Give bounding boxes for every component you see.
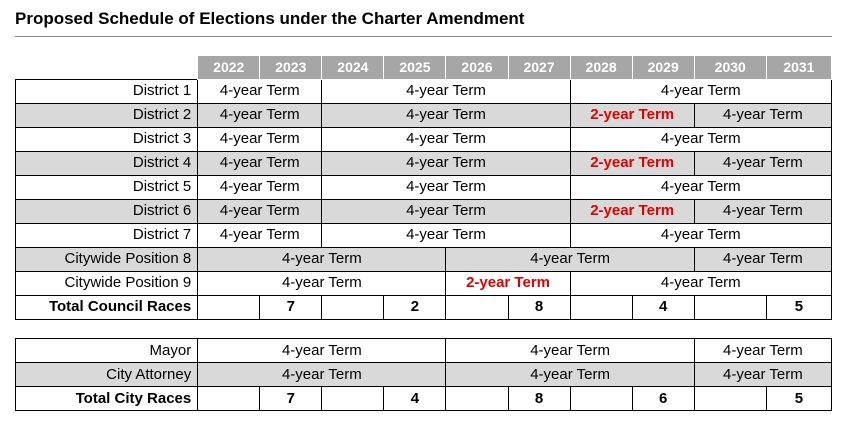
total-cell xyxy=(322,295,384,319)
total-cell xyxy=(198,387,260,411)
row-label: Citywide Position 9 xyxy=(16,271,198,295)
council-schedule-table xyxy=(15,55,832,320)
table-row-district-4 xyxy=(16,151,832,175)
row-label: District 5 xyxy=(16,175,198,199)
term-cell: 4-year Term xyxy=(570,223,831,247)
total-cell xyxy=(446,387,508,411)
row-label: Citywide Position 8 xyxy=(16,247,198,271)
year-header-2028: 2028 xyxy=(570,56,632,80)
table-row-citywide-9 xyxy=(16,271,832,295)
table-row-district-3 xyxy=(16,127,832,151)
term-cell: 4-year Term xyxy=(694,103,831,127)
total-cell xyxy=(198,295,260,319)
page-title: Proposed Schedule of Elections under the Charter Amendment xyxy=(15,9,525,28)
table-row-city-attorney xyxy=(16,363,832,387)
term-cell: 4-year Term xyxy=(694,151,831,175)
term-cell: 4-year Term xyxy=(198,79,322,103)
row-label: District 3 xyxy=(16,127,198,151)
table-row-district-7 xyxy=(16,223,832,247)
term-cell: 4-year Term xyxy=(198,339,446,363)
term-cell: 4-year Term xyxy=(198,199,322,223)
total-cell-2027: 8 xyxy=(508,295,570,319)
term-cell: 4-year Term xyxy=(446,363,694,387)
term-cell: 4-year Term xyxy=(322,151,570,175)
year-header-2029: 2029 xyxy=(632,56,694,80)
short-term-cell: 2-year Term xyxy=(570,199,694,223)
row-label: District 4 xyxy=(16,151,198,175)
total-cell xyxy=(694,295,766,319)
term-cell: 4-year Term xyxy=(570,175,831,199)
total-cell-2025: 2 xyxy=(384,295,446,319)
title-divider xyxy=(15,36,832,37)
term-cell: 4-year Term xyxy=(446,247,694,271)
term-cell: 4-year Term xyxy=(694,363,831,387)
term-cell: 4-year Term xyxy=(322,103,570,127)
year-header-2031: 2031 xyxy=(766,56,831,80)
city-schedule-table xyxy=(15,338,832,411)
total-council-races-row xyxy=(16,295,832,319)
term-cell: 4-year Term xyxy=(322,79,570,103)
short-term-cell: 2-year Term xyxy=(570,151,694,175)
short-term-cell: 2-year Term xyxy=(570,103,694,127)
total-label: Total City Races xyxy=(16,387,198,411)
table-row-mayor xyxy=(16,339,832,363)
total-cell-2027: 8 xyxy=(508,387,570,411)
table-row-district-2 xyxy=(16,103,832,127)
term-cell: 4-year Term xyxy=(198,103,322,127)
term-cell: 4-year Term xyxy=(322,199,570,223)
table-row-district-5 xyxy=(16,175,832,199)
table-row-citywide-8 xyxy=(16,247,832,271)
year-header-2024: 2024 xyxy=(322,56,384,80)
term-cell: 4-year Term xyxy=(322,175,570,199)
short-term-cell: 2-year Term xyxy=(446,271,570,295)
term-cell: 4-year Term xyxy=(694,339,831,363)
total-cell-2023: 7 xyxy=(260,295,322,319)
total-cell-2031: 5 xyxy=(766,295,831,319)
total-label: Total Council Races xyxy=(16,295,198,319)
year-header-2025: 2025 xyxy=(384,56,446,80)
row-label: District 7 xyxy=(16,223,198,247)
total-cell xyxy=(570,387,632,411)
total-cell xyxy=(322,387,384,411)
term-cell: 4-year Term xyxy=(198,151,322,175)
row-label: City Attorney xyxy=(16,363,198,387)
term-cell: 4-year Term xyxy=(570,79,831,103)
year-header-2022: 2022 xyxy=(198,56,260,80)
term-cell: 4-year Term xyxy=(198,175,322,199)
term-cell: 4-year Term xyxy=(322,223,570,247)
term-cell: 4-year Term xyxy=(198,223,322,247)
term-cell: 4-year Term xyxy=(322,127,570,151)
year-header-2026: 2026 xyxy=(446,56,508,80)
row-label: District 1 xyxy=(16,79,198,103)
term-cell: 4-year Term xyxy=(570,127,831,151)
term-cell: 4-year Term xyxy=(694,199,831,223)
year-header-2030: 2030 xyxy=(694,56,766,80)
term-cell: 4-year Term xyxy=(198,363,446,387)
term-cell: 4-year Term xyxy=(694,247,831,271)
total-city-races-row xyxy=(16,387,832,411)
row-label: District 2 xyxy=(16,103,198,127)
term-cell: 4-year Term xyxy=(198,127,322,151)
row-label: Mayor xyxy=(16,339,198,363)
table-row-district-1 xyxy=(16,79,832,103)
total-cell-2029: 4 xyxy=(632,295,694,319)
total-cell-2025: 4 xyxy=(384,387,446,411)
total-cell-2023: 7 xyxy=(260,387,322,411)
total-cell-2029: 6 xyxy=(632,387,694,411)
total-cell-2031: 5 xyxy=(766,387,831,411)
total-cell xyxy=(570,295,632,319)
year-header-2027: 2027 xyxy=(508,56,570,80)
term-cell: 4-year Term xyxy=(446,339,694,363)
year-header-2023: 2023 xyxy=(260,56,322,80)
term-cell: 4-year Term xyxy=(198,247,446,271)
term-cell: 4-year Term xyxy=(570,271,831,295)
year-header-row xyxy=(16,56,832,80)
total-cell xyxy=(446,295,508,319)
row-label: District 6 xyxy=(16,199,198,223)
term-cell: 4-year Term xyxy=(198,271,446,295)
table-row-district-6 xyxy=(16,199,832,223)
header-corner xyxy=(16,56,198,80)
total-cell xyxy=(694,387,766,411)
